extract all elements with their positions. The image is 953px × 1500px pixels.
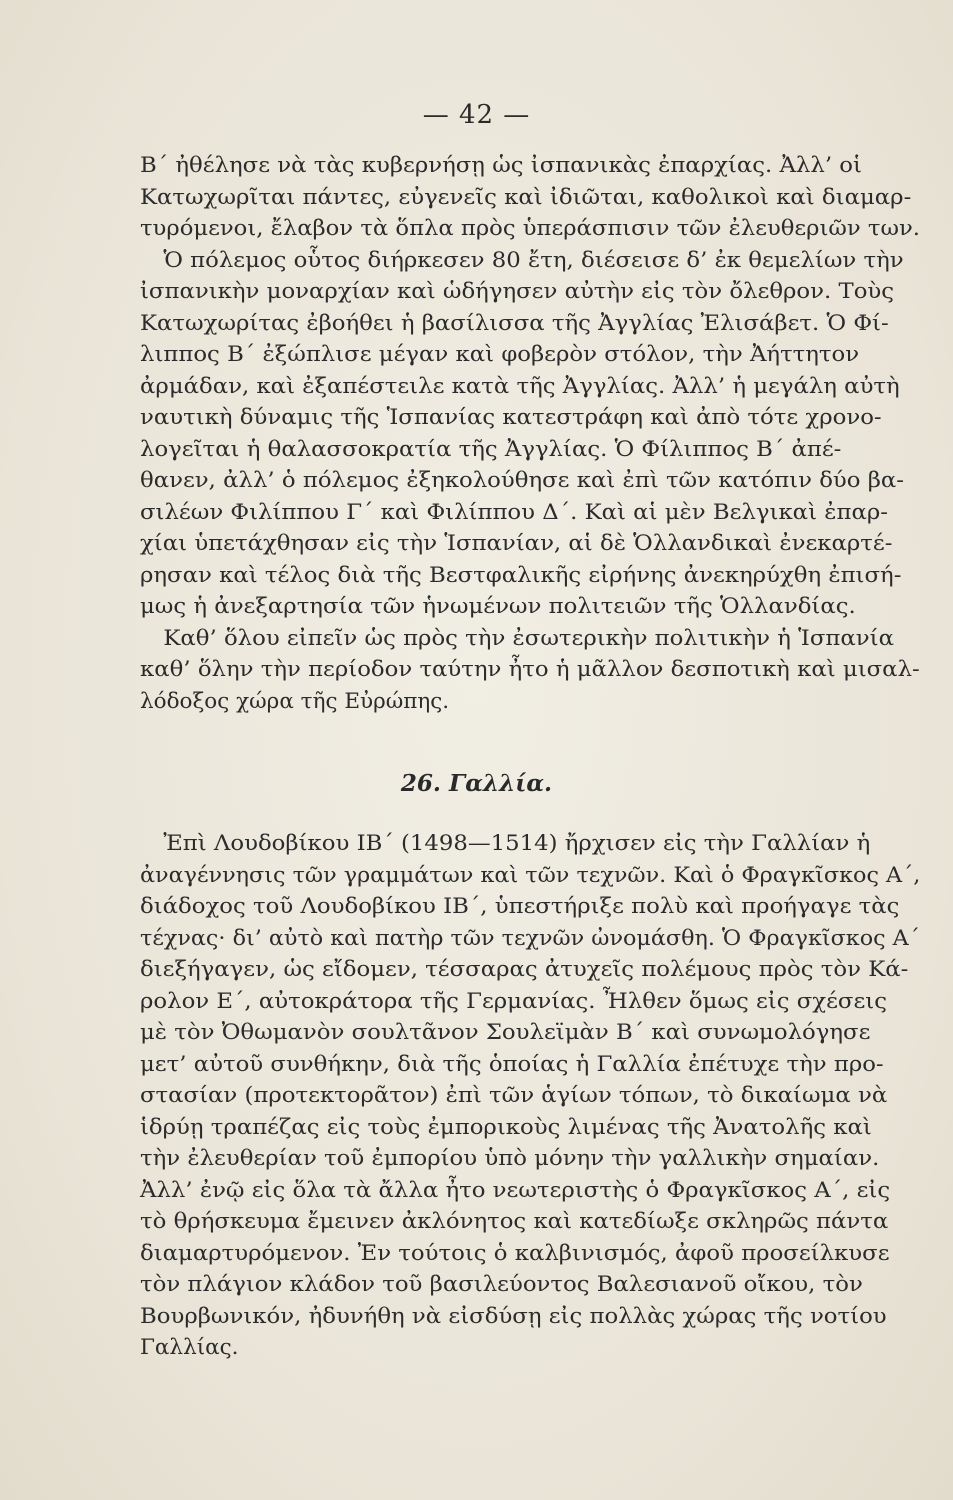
text-line: σιλέων Φιλίππου Γ΄ καὶ Φιλίππου Δ΄. Καὶ αἱ μὲν Βελγικαὶ ἐπαρ- — [140, 499, 888, 525]
text-line: Ἀλλ’ ἐνῷ εἰς ὅλα τὰ ἄλλα ἦτο νεωτεριστὴς ὁ Φραγκῖσκος Α΄, εἰς — [140, 1177, 891, 1203]
text-line: λόδοξος χώρα τῆς Εὐρώπης. — [140, 688, 450, 714]
paragraph-section-1 — [140, 150, 920, 717]
text-line: διεξήγαγεν, ὡς εἴδομεν, τέσσαρας ἀτυχεῖς πολέμους πρὸς τὸν Κά- — [140, 957, 909, 982]
text-line: τὴν ἐλευθερίαν τοῦ ἐμπορίου ὑπὸ μόνην τὴν γαλλικὴν σημαίαν. — [140, 1146, 880, 1171]
text-line: Κατωχωρῖται πάντες, εὐγενεῖς καὶ ἰδιῶται, καθολικοὶ καὶ διαμαρ- — [140, 184, 912, 210]
text-line: Βουρβωνικόν, ἠδυνήθη νὰ εἰσδύσῃ εἰς πολλὰς χώρας τῆς νοτίου — [140, 1303, 887, 1329]
text-line: Γαλλίας. — [140, 1335, 239, 1360]
text-line: Καθ’ ὅλου εἰπεῖν ὡς πρὸς τὴν ἐσωτερικὴν πολιτικὴν ἡ Ἱσπανία — [163, 625, 894, 651]
text-line: χίαι ὑπετάχθησαν εἰς τὴν Ἱσπανίαν, αἱ δὲ Ὁλλανδικαὶ ἐνεκαρτέ- — [140, 531, 893, 556]
section-heading: 26. Γαλλία. — [400, 770, 553, 797]
text-line: μὲ τὸν Ὀθωμανὸν σουλτᾶνον Σουλεϊμὰν Β΄ καὶ συνωμολόγησε — [140, 1020, 871, 1045]
text-line: διάδοχος τοῦ Λουδοβίκου ΙΒ΄, ὑπεστήριξε πολὺ καὶ προήγαγε τὰς — [140, 894, 900, 919]
page-number: — 42 — — [422, 100, 531, 130]
text-line: λιππος Β΄ ἐξώπλισε μέγαν καὶ φοβερὸν στόλον, τὴν Ἀήττητον — [140, 342, 860, 367]
text-line: ρολον Ε΄, αὐτοκράτορα τῆς Γερμανίας. Ἦλθεν ὅμως εἰς σχέσεις — [140, 988, 887, 1014]
text-line: τέχνας· δι’ αὐτὸ καὶ πατὴρ τῶν τεχνῶν ὠνομάσθη. Ὁ Φραγκῖσκος Α΄ — [140, 925, 920, 951]
text-line: μως ἡ ἀνεξαρτησία τῶν ἡνωμένων πολιτειῶν τῆς Ὁλλανδίας. — [140, 594, 856, 619]
text-line: καθ’ ὅλην τὴν περίοδον ταύτην ἦτο ἡ μᾶλλον δεσποτικὴ καὶ μισαλ- — [140, 657, 920, 682]
text-line: Ὁ πόλεμος οὗτος διήρκεσεν 80 ἔτη, διέσεισε δ’ ἐκ θεμελίων τὴν — [163, 247, 904, 273]
text-line: Κατωχωρίτας ἐβοήθει ἡ βασίλισσα τῆς Ἀγγλίας Ἐλισάβετ. Ὁ Φί- — [140, 310, 889, 336]
text-line: στασίαν (προτεκτορᾶτον) ἐπὶ τῶν ἁγίων τόπων, τὸ δικαίωμα νὰ — [140, 1083, 888, 1108]
text-line: ἀρμάδαν, καὶ ἐξαπέστειλε κατὰ τῆς Ἀγγλίας. Ἀλλ’ ἡ μεγάλη αὐτὴ — [140, 373, 900, 399]
text-line: Β΄ ἠθέλησε νὰ τὰς κυβερνήσῃ ὡς ἰσπανικὰς ἐπαρχίας. Ἀλλ’ οἱ — [140, 153, 862, 178]
text-line: ναυτικὴ δύναμις τῆς Ἱσπανίας κατεστράφη καὶ ἀπὸ τότε χρονο- — [140, 405, 882, 430]
text-line: λογεῖται ἡ θαλασσοκρατία τῆς Ἀγγλίας. Ὁ Φίλιππος Β΄ ἀπέ- — [140, 436, 842, 462]
paragraph-section-2 — [140, 828, 920, 1364]
text-line: Ἐπὶ Λουδοβίκου ΙΒ΄ (1498—1514) ἤρχισεν εἰς τὴν Γαλλίαν ἡ — [163, 831, 871, 856]
text-line: τυρόμενοι, ἔλαβον τὰ ὅπλα πρὸς ὑπεράσπισιν τῶν ἐλευθεριῶν των. — [140, 216, 920, 241]
text-line: διαμαρτυρόμενον. Ἐν τούτοις ὁ καλβινισμός, ἀφοῦ προσείλκυσε — [140, 1240, 890, 1266]
text-line: ἰσπανικὴν μοναρχίαν καὶ ὡδήγησεν αὐτὴν εἰς τὸν ὄλεθρον. Τοὺς — [140, 279, 895, 304]
text-line: τὸ θρήσκευμα ἔμεινεν ἀκλόνητος καὶ κατεδίωξε σκληρῶς πάντα — [140, 1209, 889, 1234]
text-line: ἱδρύῃ τραπέζας εἰς τοὺς ἐμπορικοὺς λιμένας τῆς Ἀνατολῆς καὶ — [140, 1114, 872, 1140]
text-line: ρησαν καὶ τέλος διὰ τῆς Βεστφαλικῆς εἰρήνης ἀνεκηρύχθη ἐπισή- — [140, 562, 902, 588]
text-line: ἀναγέννησις τῶν γραμμάτων καὶ τῶν τεχνῶν. Καὶ ὁ Φραγκῖσκος Α΄, — [140, 862, 921, 888]
text-line: τὸν πλάγιον κλάδον τοῦ βασιλεύοντος Βαλεσιανοῦ οἴκου, τὸν — [140, 1272, 863, 1297]
text-line: μετ’ αὐτοῦ συνθήκην, διὰ τῆς ὁποίας ἡ Γαλλία ἐπέτυχε τὴν προ- — [140, 1051, 884, 1077]
text-line: θανεν, ἀλλ’ ὁ πόλεμος ἐξηκολούθησε καὶ ἐπὶ τῶν κατόπιν δύο βα- — [140, 468, 905, 493]
